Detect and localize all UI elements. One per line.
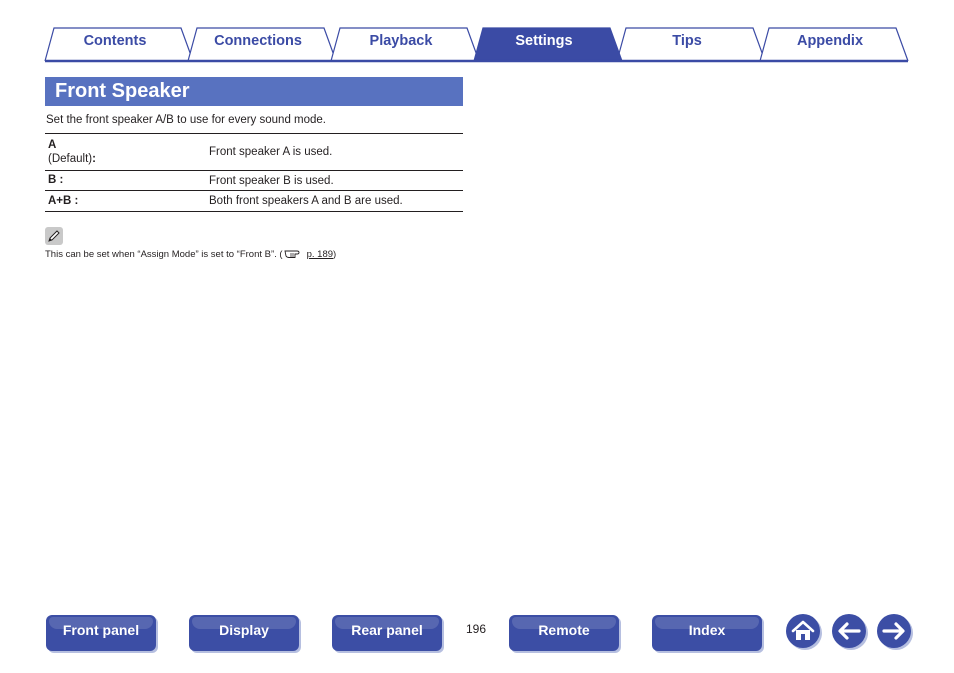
tab-playback[interactable]: Playback [369,33,433,49]
arrow-right-icon[interactable] [876,613,914,651]
option-desc: Front speaker B is used. [209,171,463,191]
remote-button[interactable]: Remote [509,615,619,651]
tab-tips[interactable]: Tips [672,33,702,49]
page-link[interactable] [283,249,333,260]
index-button[interactable]: Index [652,615,762,651]
option-key: B : [48,174,64,186]
section-heading: Front Speaker [45,77,463,106]
intro-text: Set the front speaker A/B to use for every sound mode. [46,114,326,126]
option-separator: : [92,152,96,165]
table-row [45,134,463,171]
rear-panel-button[interactable]: Rear panel [332,615,442,651]
option-desc: Front speaker A is used. [209,134,463,171]
note-text [45,248,336,261]
options-table [45,133,463,212]
home-icon[interactable] [785,613,823,651]
table-row [45,171,463,191]
option-desc: Both front speakers A and B are used. [209,191,463,212]
option-key-cell [45,134,209,171]
tab-shapes [0,0,954,64]
pointing-hand-icon [284,248,306,259]
option-key-cell [45,171,209,191]
tab-settings[interactable]: Settings [515,33,573,49]
top-tab-bar [0,0,954,64]
table-row [45,191,463,212]
front-panel-button[interactable]: Front panel [46,615,156,651]
note-body: This can be set when “Assign Mode” is set to “Front B”. ( [45,249,283,260]
page-number: 196 [466,622,487,636]
arrow-left-icon[interactable] [831,613,869,651]
option-default-label [48,152,209,166]
option-key: A+B : [48,194,79,207]
default-text: (Default) [48,152,93,165]
page-link-label[interactable]: p. 189 [306,249,334,260]
option-key-cell [45,191,209,212]
tab-contents[interactable]: Contents [83,33,147,49]
tab-connections[interactable]: Connections [214,33,302,49]
display-button[interactable]: Display [189,615,299,651]
note-close: ) [333,249,337,260]
tab-appendix[interactable]: Appendix [796,33,864,49]
option-key: A [48,138,57,151]
pencil-note-icon [45,227,63,245]
